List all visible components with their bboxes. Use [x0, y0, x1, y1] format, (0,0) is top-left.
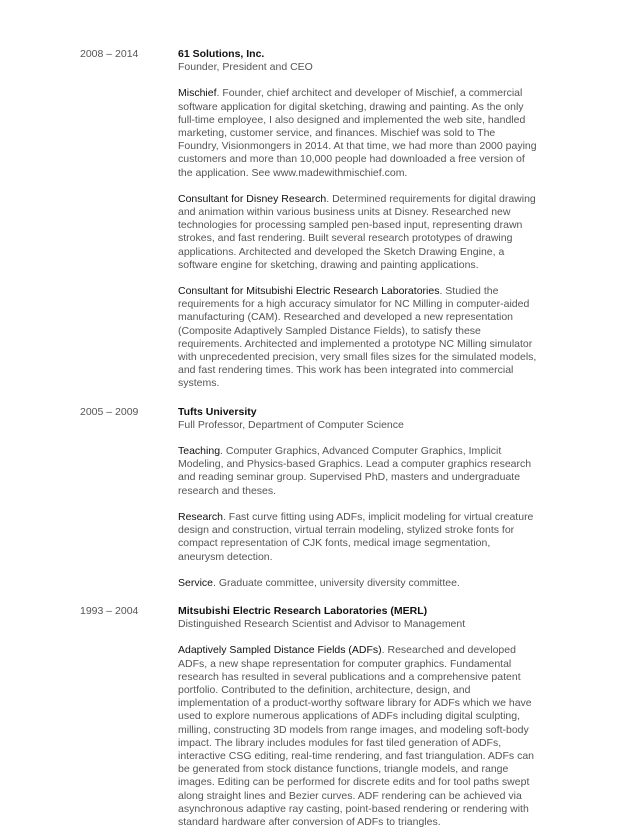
paragraph-title: Teaching [178, 445, 221, 458]
description-paragraph [178, 285, 538, 391]
experience-entry [0, 48, 638, 391]
paragraph-text: . Graduate committee, university diversity committee. [213, 576, 460, 589]
paragraph-text: . Founder, chief architect and developer of Mischief, a commercial software application for digital sketching, drawing and painting. As the only full-time employee, I also designed and implemented the web site, handled marketing, customer service, and finances. Mischief was sold to The Foundry, Visionmongers in 2014. At that time, we had more than 2000 paying customers and more than 10,000 people had downloaded a free version of the application. See www.madewithmischief.com. [178, 87, 537, 179]
description-paragraph [178, 577, 538, 590]
paragraph-text: . Fast curve fitting using ADFs, implicit modeling for virtual creature design and construction, virtual terrain modeling, stylized stroke fonts for compact representation of CJK fonts, medical image segmentation, aneurysm detection. [178, 510, 534, 563]
paragraph-title: Consultant for Mitsubishi Electric Research Laboratories [178, 285, 440, 298]
entry-dates: 1993 – 2004 [80, 604, 139, 617]
experience-entry [0, 406, 638, 590]
description-paragraph [178, 644, 538, 829]
role-title: Distinguished Research Scientist and Advisor to Management [178, 618, 466, 631]
paragraph-title: Adaptively Sampled Distance Fields (ADFs) [178, 644, 382, 657]
paragraph-text: . Determined requirements for digital drawing and animation within various business units at Disney. Researched new technologies for processing sampled pen-based input, representing drawn strokes, and fast rendering. Built several research prototypes of drawing applications. Architected and developed the Sketch Drawing Engine, a software engine for sketching, drawing and painting applications. [178, 192, 536, 271]
role-title: Full Professor, Department of Computer Science [178, 418, 404, 431]
paragraph-title: Mischief [178, 87, 217, 100]
paragraph-title: Consultant for Disney Research [178, 192, 327, 205]
entry-content [178, 48, 538, 391]
paragraph-title: Research [178, 510, 223, 523]
description-paragraph [178, 193, 538, 272]
role-title: Founder, President and CEO [178, 61, 313, 74]
paragraph-text: . Researched and developed ADFs, a new shape representation for computer graphics. Fundamental research has resulted in several publications and a comprehensive patent portfolio. Contributed to the definition, architecture, design, and implementation of a product-worthy software library for ADFs which we have used to explore numerous applications of ADFs including digital sculpting, milling, constructing 3D models from range images, and modeling soft-body impact. The library includes modules for fast tiled generation of ADFs, interactive CSG editing, real-time rendering, and fast triangulation. ADFs can be generated from stock distance functions, triangle models, and range images. Editing can be performed for discrete edits and for tool paths swept along straight lines and Bezier curves. ADF rendering can be achieved via asynchronous adaptive ray casting, point-based rendering or rendering with standard hardware after conversion of ADFs to triangles. [178, 644, 535, 828]
entry-dates: 2008 – 2014 [80, 48, 139, 60]
description-paragraph [178, 445, 538, 498]
paragraph-text: . Studied the requirements for a high accuracy simulator for NC Milling in computer-aided manufacturing (CAM). Researched and developed a new representation (Composite Adaptively Sampled Distance Fields), to satisfy these requirements. Architected and implemented a prototype NC Milling simulator with unprecedented precision, very small files sizes for the simulated models, and fast rendering times. This work has been integrated into commercial systems. [178, 285, 537, 390]
organization-name: 61 Solutions, Inc. [178, 48, 265, 60]
experience-entry [0, 605, 638, 829]
organization-name: Mitsubishi Electric Research Laboratories (MERL) [178, 604, 428, 617]
organization-name: Tufts University [178, 405, 257, 418]
entry-content [178, 605, 538, 829]
entry-dates: 2005 – 2009 [80, 405, 139, 418]
entry-content [178, 406, 538, 590]
description-paragraph [178, 511, 538, 564]
paragraph-text: . Computer Graphics, Advanced Computer Graphics, Implicit Modeling, and Physics-based Graphics. Lead a computer graphics research and reading seminar group. Supervised PhD, masters and undergraduate research and theses. [178, 445, 532, 497]
description-paragraph [178, 87, 538, 179]
paragraph-title: Service [178, 576, 214, 589]
